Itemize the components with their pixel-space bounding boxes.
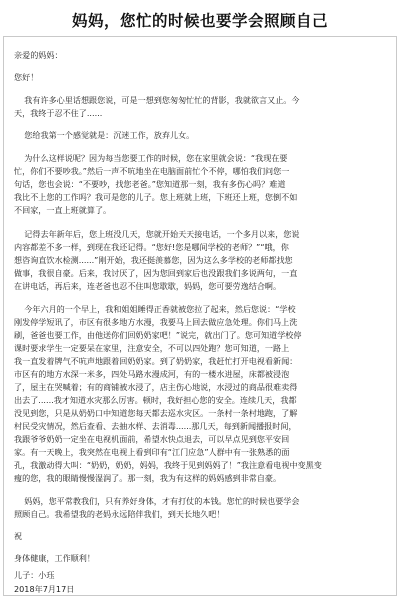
paragraph-5-line-6: 市区有的地方水深一米多，四处马路水漫成河，有的一楼水进屋，床都被浸泡 [14, 369, 290, 379]
paragraph-4-line-5: 在讲电话，再后来，连老爸也忍不住叫您歇歇，妈妈，您可要劳逸结合啊。 [14, 281, 282, 291]
paragraph-5-line-13: 孔，我激动得大叫：“奶奶，奶奶，妈妈，我终于见到妈妈了！”我注意看电视中变黑变 [14, 460, 322, 470]
paragraph-5-line-10: 村民受灾情况，然后查看、去抽水样、去消毒......那几天，每到新闻播报时间， [14, 421, 297, 431]
paragraph-1-line-2: 天，我终于忍不住了...... [14, 108, 103, 118]
hello-line: 您好！ [14, 72, 39, 82]
paragraph-5-line-11: 我跟爷爷奶奶一定坐在电视机面前，希望水快点退去，可以早点见到您平安回 [14, 434, 290, 444]
paragraph-3-line-5: 不回家，一直上班就算了。 [14, 205, 112, 215]
paragraph-4-line-4: 做事，我很自豪。后来，我讨厌了，因为您回到家后也没跟我们多说两句，一直 [14, 268, 298, 278]
paragraph-5-line-4: 课时要求学生一定要呆在家里，注意安全，不可以四处跑？您可知道，一路上 [14, 343, 290, 353]
paragraph-5-line-1: 今年六月的一个早上，我和姐姐睡得正香就被您拉了起来，然后您说：“学校 [14, 304, 296, 314]
paragraph-3-line-3: 句话，您也会说：“不要吵，找您老爸。”您知道那一刻，我有多伤心吗？难道 [14, 179, 286, 189]
greeting: 亲爱的妈妈： [14, 50, 63, 60]
closing-line: 祝 [14, 531, 23, 541]
paragraph-3-line-1: 为什么这样说呢？因为每当您要工作的时候，您在家里就会说：“我现在要 [14, 153, 288, 163]
paragraph-3-line-4: 我比不上您的工作吗？我可是您的儿子。您上班就上班，下班还上班，您倒不如 [14, 192, 298, 202]
date-line: 2018年7月17日 [14, 584, 75, 594]
letter-body [3, 36, 397, 596]
paragraph-4-line-3: 想咨询直饮水检测......”刚开始，我还挺羡慕您，因为这么多学校的老师都找您 [14, 255, 293, 265]
paragraph-5-line-8: 出去了......我才知道水灾那么厉害。顿时，我好担心您的安全。连续几天，我都 [14, 395, 297, 405]
paragraph-5-line-2: 刚发停学短讯了，市区有很多地方水漫，我要马上回去做应急处理。你们马上洗 [14, 317, 298, 327]
page-title: 妈妈，您忙的时候也要学会照顾自己 [71, 12, 328, 30]
paragraph-2-line-1: 您给我第一个感觉就是：沉迷工作，放弃儿女。 [14, 130, 195, 140]
paragraph-4-line-1: 记得去年新年后，您上班没几天，您就开始天天接电话，一个多月以来，您说 [14, 229, 300, 239]
paragraph-4-line-2: 内容都差不多一样，到现在我还记得。“您好!您是哪间学校的老师？”“哦，你 [14, 242, 289, 252]
paragraph-5-line-14: 瘦的您，我的眼睛慢慢湿润了。那一刻，我为有这样的妈妈感到非常自豪。 [14, 473, 282, 483]
paragraph-1-line-1: 我有许多心里话想跟您说，可是一想到您匆匆忙忙的背影，我就欲言又止。今 [14, 95, 300, 105]
paragraph-5-line-12: 家。有一天晚上，我突然在电视上看到印有“江门应急”人群中有一张熟悉的面 [14, 447, 290, 457]
paragraph-6-line-1: 妈妈，您平常教我们，只有养好身体，才有打仗的本钱。您忙的时候也要学会 [14, 496, 300, 506]
paragraph-6-line-2: 照顾自己。我希望我的老妈永远陪伴我们，到天长地久吧！ [14, 509, 225, 519]
paragraph-5-line-5: 我一直发着牌气不吭声地跟着回奶奶家。到了奶奶家，我赶忙打开电视看新闻： [14, 356, 298, 366]
paragraph-5-line-7: 了，屋主在哭喊着；有的商铺被水浸了，店主伤心地说，水浸过的商品很难卖得 [14, 382, 298, 392]
paragraph-5-line-3: 刷，爸爸也要工作，由他送你们回奶奶家吧！”说完，就出门了。您可知道学校停 [14, 330, 302, 340]
paragraph-5-line-9: 没见到您，只是从奶奶口中知道您每天都去巡水灾区。一条村一条村地跑，了解 [14, 408, 298, 418]
paragraph-3-line-2: 忙，你们不要吵我。”然后一声不吭地坐在电脑面前忙个不停，哪怕我们问您一 [14, 166, 290, 176]
signature: 儿子：小珏 [14, 570, 55, 580]
wish-line: 身体健康，工作顺利！ [14, 553, 95, 563]
